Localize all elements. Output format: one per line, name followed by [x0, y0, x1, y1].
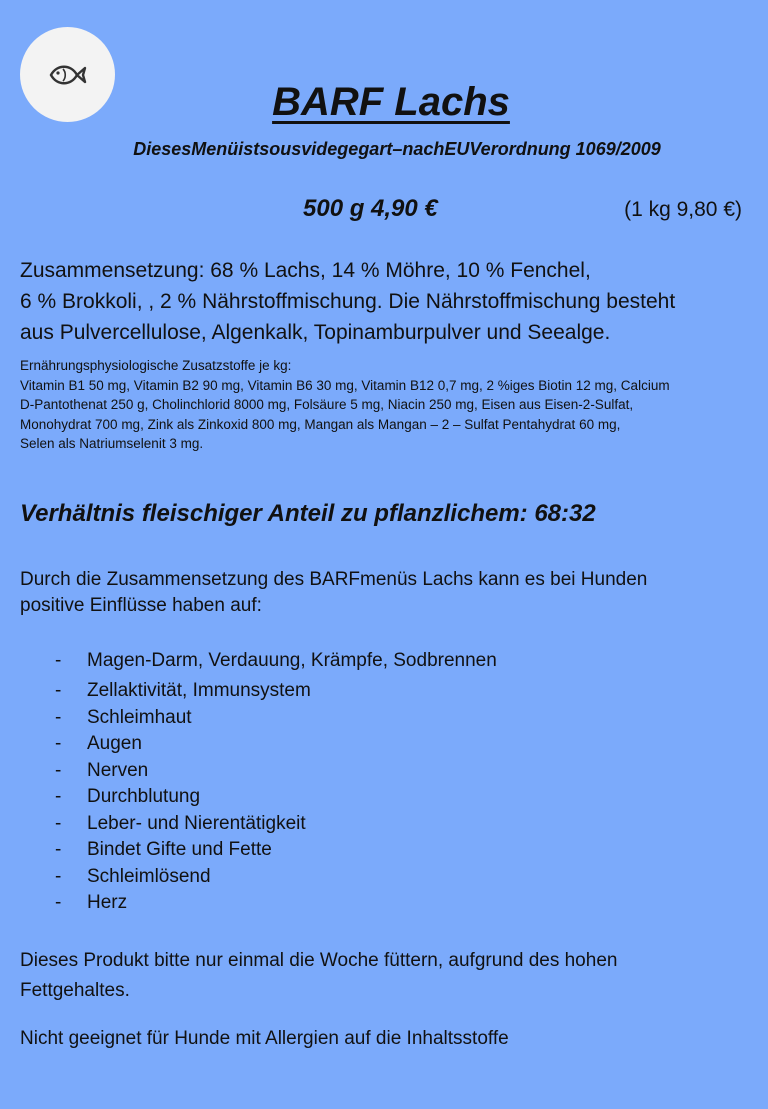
- list-item-text: Nerven: [87, 759, 149, 781]
- composition-line: aus Pulvercellulose, Algenkalk, Topinamburpulver und Seealge.: [20, 321, 611, 344]
- price: 500 g 4,90 €: [303, 195, 438, 222]
- additives-line: Selen als Natriumselenit 3 mg.: [20, 436, 204, 451]
- list-item-text: Schleimhaut: [87, 706, 192, 728]
- list-item-text: Augen: [87, 733, 142, 754]
- list-item-text: Zellaktivität, Immunsystem: [87, 680, 311, 701]
- title-text: BARF Lachs: [272, 80, 510, 124]
- additives-line: D-Pantothenat 250 g, Cholinchlorid 8000 mg, Folsäure 5 mg, Niacin 250 mg, Eisen aus Eisen-2-Sulfat,: [20, 397, 634, 412]
- additives: [20, 356, 760, 454]
- bullet-dash: -: [55, 706, 62, 728]
- intro: [20, 567, 750, 619]
- bullet-dash: -: [55, 650, 62, 671]
- list-item-text: Durchblutung: [87, 786, 201, 807]
- bullet-dash: -: [55, 680, 62, 701]
- bullet-dash: -: [55, 839, 62, 860]
- additives-line: Vitamin B1 50 mg, Vitamin B2 90 mg, Vitamin B6 30 mg, Vitamin B12 0,7 mg, 2 %iges Biotin 12 mg, Calcium: [20, 377, 670, 393]
- list-item-text: Magen-Darm, Verdauung, Krämpfe, Sodbrennen: [87, 650, 497, 671]
- feeding-note: [20, 946, 740, 1006]
- list-item-text: Bindet Gifte und Fette: [87, 839, 272, 860]
- composition-line: Zusammensetzung: 68 % Lachs, 14 % Möhre, 10 % Fenchel,: [20, 259, 591, 282]
- intro-line: Durch die Zusammensetzung des BARFmenüs Lachs kann es bei Hunden: [20, 569, 648, 590]
- bullet-dash: -: [55, 865, 62, 887]
- bullet-dash: -: [55, 733, 62, 754]
- list-item-text: Leber- und Nierentätigkeit: [87, 812, 306, 834]
- composition-line: 6 % Brokkoli, , 2 % Nährstoffmischung. Die Nährstoffmischung besteht: [20, 290, 676, 313]
- feeding-line: Dieses Produkt bitte nur einmal die Woche füttern, aufgrund des hohen: [20, 950, 618, 971]
- allergy-note: Nicht geeignet für Hunde mit Allergien auf die Inhaltsstoffe: [20, 1028, 509, 1049]
- bullet-dash: -: [55, 812, 62, 834]
- composition: [20, 255, 750, 348]
- list-item-text: Schleimlösend: [87, 865, 211, 887]
- ratio-heading: Verhältnis fleischiger Anteil zu pflanzlichem: 68:32: [20, 500, 596, 527]
- intro-line: positive Einflüsse haben auf:: [20, 595, 262, 616]
- unit-price: (1 kg 9,80 €): [624, 198, 742, 221]
- bullet-dash: -: [55, 759, 62, 781]
- page-title: [0, 80, 768, 125]
- additives-heading: Ernährungsphysiologische Zusatzstoffe je kg:: [20, 358, 292, 373]
- bullet-dash: -: [55, 786, 62, 807]
- additives-line: Monohydrat 700 mg, Zink als Zinkoxid 800 mg, Mangan als Mangan – 2 – Sulfat Pentahydrat 60 mg,: [20, 416, 621, 432]
- bullet-dash: -: [55, 892, 62, 913]
- list-item-text: Herz: [87, 892, 128, 913]
- feeding-line: Fettgehaltes.: [20, 980, 130, 1001]
- subtitle: DiesesMenüistsousvidegegart–nachEUVerordnung 1069/2009: [133, 139, 661, 159]
